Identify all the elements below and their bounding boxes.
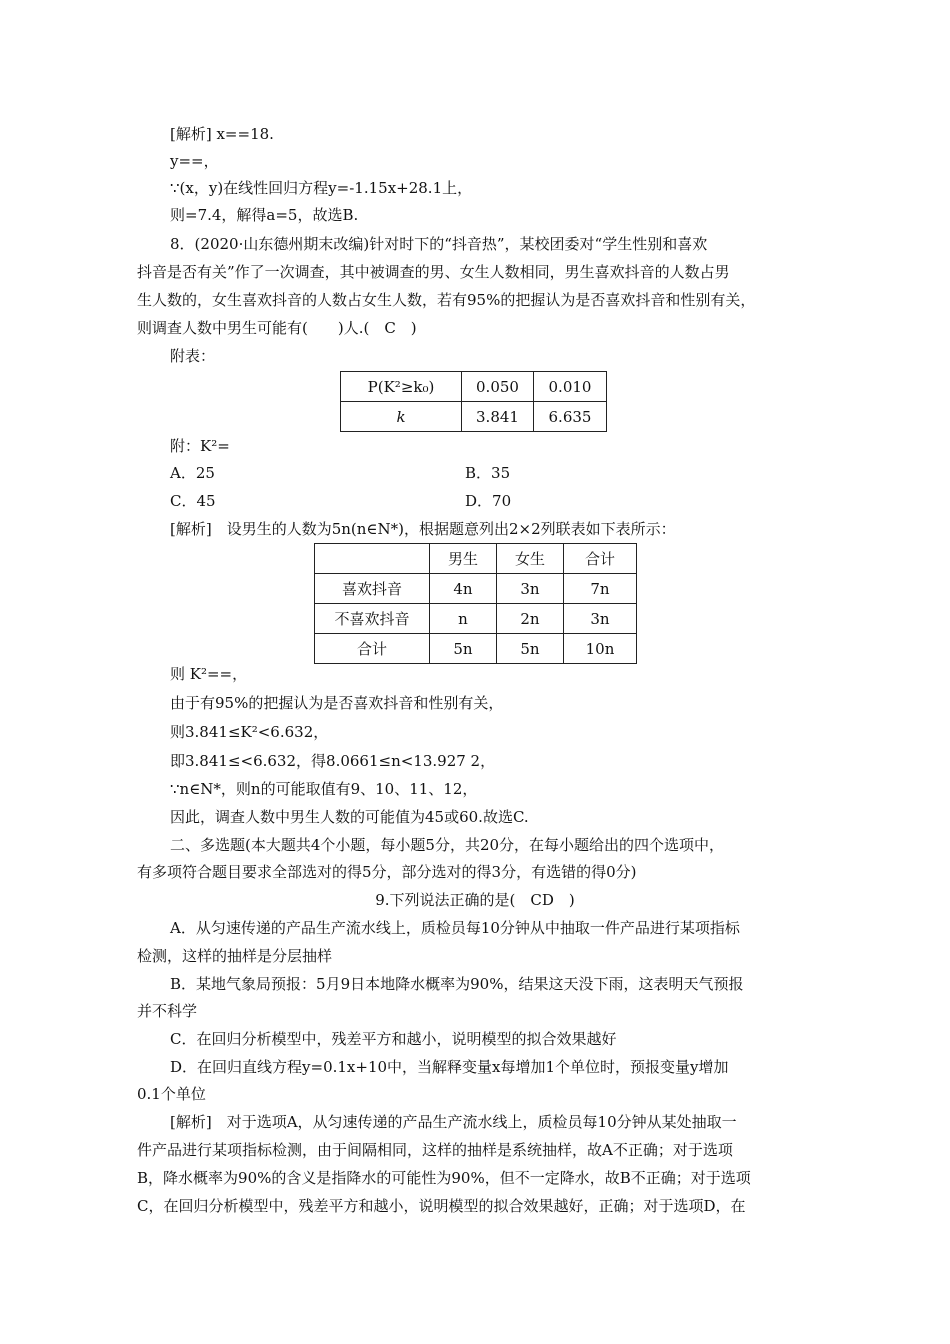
explanation-line: C，在回归分析模型中，残差平方和越小，说明模型的拟合效果越好，正确；对于选项D，在 <box>137 1197 746 1215</box>
option-d-text: 0.1个单位 <box>137 1085 206 1103</box>
section-heading: 有多项符合题目要求全部选对的得5分，部分选对的得3分，有选错的得0分) <box>137 863 637 881</box>
table-cell: 男生 <box>430 544 497 574</box>
solution-line: 则=7.4，解得a=5，故选B. <box>170 206 359 224</box>
option-b: B．35 <box>465 464 511 482</box>
option-b-text: 并不科学 <box>137 1002 198 1020</box>
appendix-label: 附表： <box>170 347 216 365</box>
table-cell: 5n <box>497 634 564 664</box>
solution-line: 即3.841≤<6.632，得8.0661≤n<13.927 2， <box>170 752 496 770</box>
table-row <box>341 402 607 432</box>
table-cell: 合计 <box>315 634 430 664</box>
option-d: D．70 <box>465 492 512 510</box>
formula-line: 附：K²= <box>170 437 230 455</box>
solution-intro: [解析] 设男生的人数为5n(n∈N*)，根据题意列出2×2列联表如下表所示： <box>170 520 676 538</box>
question-9-stem: 9.下列说法正确的是( CD ) <box>375 891 575 909</box>
table-cell: 3n <box>497 574 564 604</box>
table-cell: 喜欢抖音 <box>315 574 430 604</box>
option-c-text: C．在回归分析模型中，残差平方和越小，说明模型的拟合效果越好 <box>170 1030 617 1048</box>
question-8-text: 则调查人数中男生可能有( )人.( C ) <box>137 319 417 337</box>
table-cell: 3.841 <box>462 402 534 432</box>
solution-line: ∵n∈N*，则n的可能取值有9、10、11、12， <box>170 780 478 798</box>
option-a-text: 检测，这样的抽样是分层抽样 <box>137 947 333 965</box>
table-row <box>315 544 637 574</box>
table-row <box>315 634 637 664</box>
solution-line: [解析] x==18. <box>170 125 274 143</box>
table-cell: 0.010 <box>534 372 607 402</box>
table-cell: 2n <box>497 604 564 634</box>
table-row <box>315 574 637 604</box>
contingency-table <box>314 543 637 664</box>
table-cell: 6.635 <box>534 402 607 432</box>
explanation-line: 件产品进行某项指标检测，由于间隔相同，这样的抽样是系统抽样，故A不正确；对于选项 <box>137 1141 733 1159</box>
table-row <box>315 604 637 634</box>
table-cell: 合计 <box>564 544 637 574</box>
question-8-text: 生人数的，女生喜欢抖音的人数占女生人数，若有95%的把握认为是否喜欢抖音和性别有关， <box>137 291 756 309</box>
question-8-text: 抖音是否有关”作了一次调查，其中被调查的男、女生人数相同，男生喜欢抖音的人数占男 <box>137 263 730 281</box>
table-cell: k <box>341 402 462 432</box>
critical-value-table <box>340 371 607 432</box>
option-c: C．45 <box>170 492 216 510</box>
table-cell: P(K²≥k₀) <box>341 372 462 402</box>
solution-line: 则3.841≤K²<6.632， <box>170 723 329 741</box>
table-cell: 0.050 <box>462 372 534 402</box>
solution-line: y==， <box>170 152 219 170</box>
solution-line: 由于有95%的把握认为是否喜欢抖音和性别有关， <box>170 694 504 712</box>
table-cell <box>315 544 430 574</box>
table-cell: 3n <box>564 604 637 634</box>
table-cell: n <box>430 604 497 634</box>
solution-line: 则 K²==， <box>170 665 248 683</box>
explanation-line: [解析] 对于选项A，从匀速传递的产品生产流水线上，质检员每10分钟从某处抽取一 <box>170 1113 737 1131</box>
section-heading: 二、多选题(本大题共4个小题，每小题5分，共20分，在每小题给出的四个选项中， <box>170 836 725 854</box>
table-row <box>341 372 607 402</box>
table-cell: 10n <box>564 634 637 664</box>
solution-line: 因此，调查人数中男生人数的可能值为45或60.故选C. <box>170 808 529 826</box>
table-cell: 不喜欢抖音 <box>315 604 430 634</box>
option-b-text: B．某地气象局预报：5月9日本地降水概率为90%，结果这天没下雨，这表明天气预报 <box>170 975 744 993</box>
option-d-text: D．在回归直线方程y=0.1x+10中，当解释变量x每增加1个单位时，预报变量y增加 <box>170 1058 729 1076</box>
explanation-line: B，降水概率为90%的含义是指降水的可能性为90%，但不一定降水，故B不正确；对于选项 <box>137 1169 751 1187</box>
option-a-text: A．从匀速传递的产品生产流水线上，质检员每10分钟从中抽取一件产品进行某项指标 <box>170 919 740 937</box>
solution-line: ∵(x，y)在线性回归方程y=-1.15x+28.1上， <box>170 179 473 197</box>
table-cell: 5n <box>430 634 497 664</box>
question-8-text: 8．(2020·山东德州期末改编)针对时下的“抖音热”，某校团委对“学生性别和喜欢 <box>170 235 708 253</box>
table-cell: 7n <box>564 574 637 604</box>
option-a: A．25 <box>170 464 215 482</box>
table-cell: 女生 <box>497 544 564 574</box>
table-cell: 4n <box>430 574 497 604</box>
